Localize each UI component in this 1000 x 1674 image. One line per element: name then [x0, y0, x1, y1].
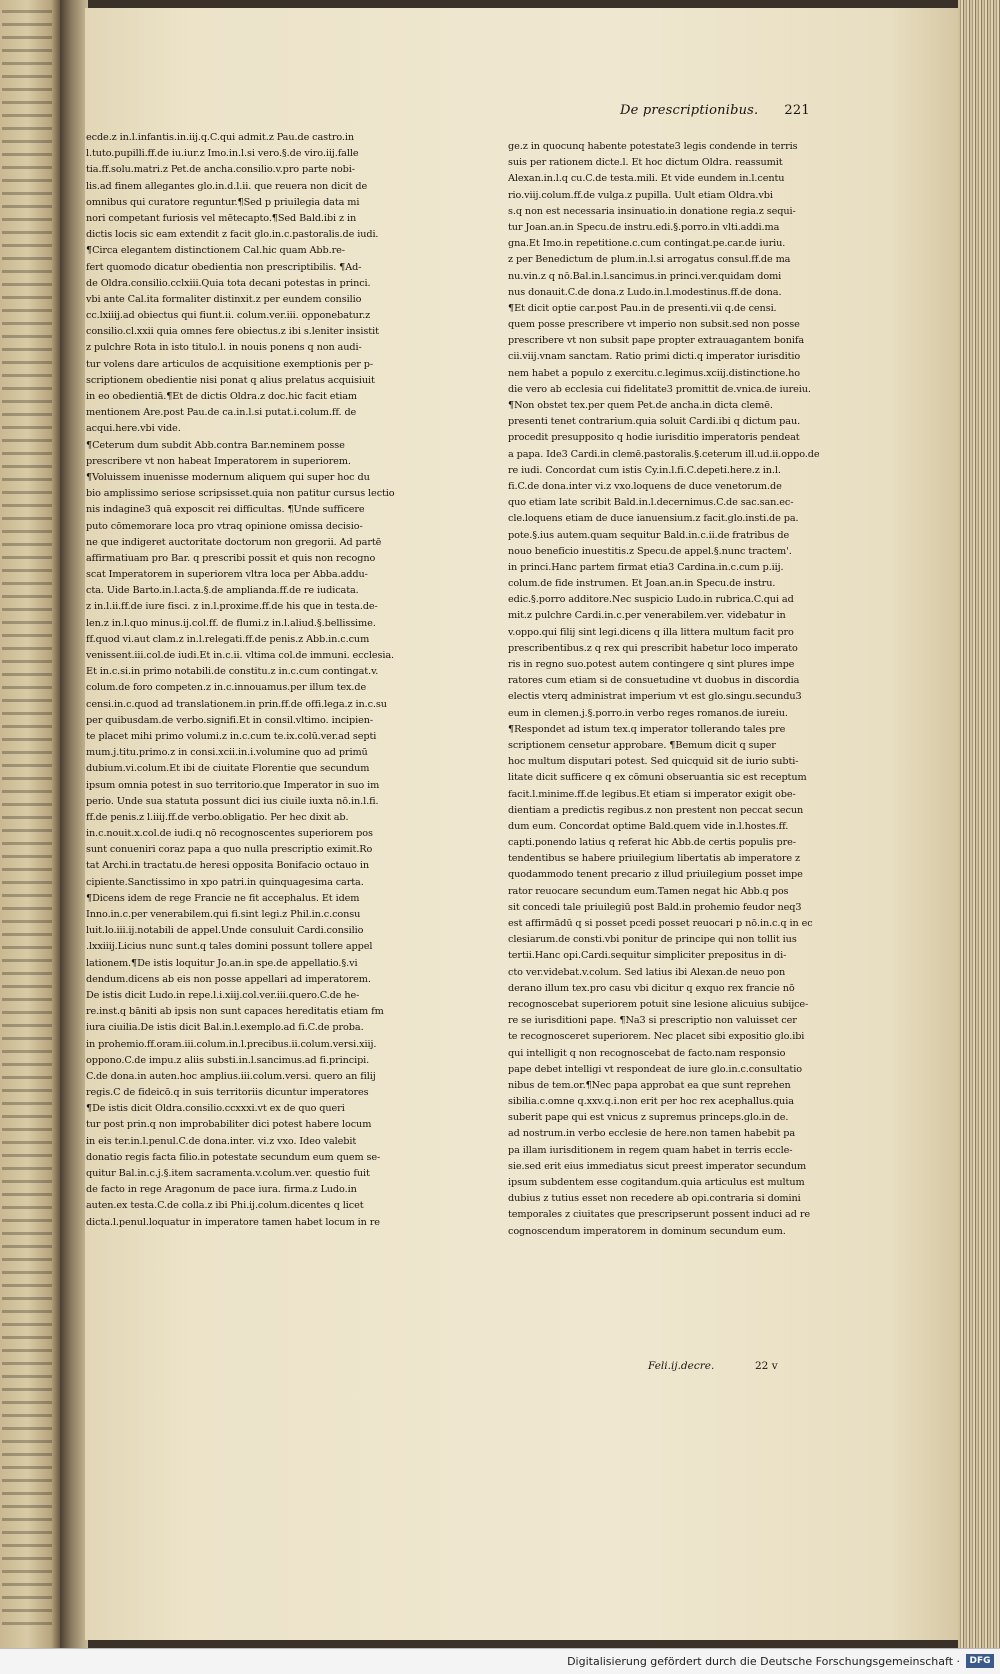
text-line: ad nostrum.in verbo ecclesie de here.non tamen habebit pa: [508, 1128, 796, 1140]
text-line: Inno.in.c.per venerabilem.qui fi.sint legi.z Phil.in.c.consu: [86, 909, 361, 920]
text-line: edic.§.porro additore.Nec suspicio Ludo.in rubrica.C.qui ad: [508, 594, 794, 606]
text-line: clesiarum.de consti.vbi ponitur de principe qui non tollit ius: [508, 934, 797, 946]
text-line: ¶Non obstet tex.per quem Pet.de ancha.in dicta clemē.: [508, 400, 773, 411]
text-line: rator reuocare secundum eum.Tamen negat hic Abb.q pos: [508, 885, 789, 897]
text-line: .lxxiiij.Licius nunc sunt.q tales domini possunt tollere appel: [86, 941, 373, 953]
left-text-column: [86, 130, 416, 1231]
header-title: De prescriptionibus.: [620, 103, 759, 118]
text-line: cto ver.videbat.v.colum. Sed latius ibi Alexan.de neuo pon: [508, 966, 786, 978]
text-line: auten.ex testa.C.de colla.z ibi Phi.ij.colum.dicentes q licet: [86, 1200, 364, 1212]
text-line: De istis dicit Ludo.in repe.l.i.xiij.col.ver.iii.quero.C.de he-: [86, 989, 360, 1001]
text-line: cta. Uide Barto.in.l.acta.§.de amplianda.ff.de re iudicata.: [86, 585, 359, 597]
text-line: ecde.z in.l.infantis.in.iij.q.C.qui admit.z Pau.de castro.in: [86, 132, 355, 143]
text-line: C.de dona.in auten.hoc amplius.iii.colum.versi. quero an filij: [86, 1070, 376, 1082]
text-line: scriptionem censetur approbare. ¶Bemum dicit q super: [508, 739, 776, 751]
text-line: re iudi. Concordat cum istis Cy.in.l.fi.C.depeti.here.z in.l.: [508, 464, 781, 476]
text-line: acqui.here.vbi vide.: [86, 423, 181, 435]
text-line: tur Joan.an.in Specu.de instru.edi.§.porro.in vlti.addi.ma: [508, 221, 780, 233]
text-line: prescribentibus.z q rex qui prescribit habetur loco imperato: [508, 642, 798, 654]
text-line: nouo beneficio inuestitis.z Specu.de appel.§.nunc tractem'.: [508, 545, 792, 557]
text-line: oppono.C.de impu.z aliis substi.in.l.sancimus.ad fi.principi.: [86, 1054, 370, 1066]
text-line: cii.viij.vnam sanctam. Ratio primi dicti.q imperator iurisditio: [508, 351, 801, 363]
dfg-logo[interactable]: DFG: [966, 1654, 994, 1668]
page-edges: [958, 0, 1000, 1648]
text-line: de facto in rege Aragonum de pace iura. firma.z Ludo.in: [86, 1184, 357, 1196]
text-line: quodammodo tenent precario z illud priuilegium posset impe: [508, 869, 803, 881]
text-line: electis vterq administrat imperium vt est glo.singu.secundu3: [508, 691, 802, 703]
text-line: sibilia.c.omne q.xxv.q.i.non erit per hoc rex acephallus.quia: [508, 1096, 794, 1108]
text-line: donatio regis facta filio.in potestate secundum eum quem se-: [86, 1151, 381, 1163]
text-line: cc.lxiiij.ad obiectus qui fiunt.ii. colum.ver.iii. opponebatur.z: [86, 310, 371, 322]
text-line: ris in regno suo.potest autem contingere q sint plures impe: [508, 659, 795, 670]
text-line: s.q non est necessaria insinuatio.in donatione regia.z sequi-: [508, 205, 796, 217]
text-line: pape debet intelligi vt respondeat de iure glo.in.c.consultatio: [508, 1063, 802, 1075]
text-line: scat Imperatorem in superiorem vltra loca per Abba.addu-: [86, 569, 368, 581]
text-line: sunt conueniri coraz papa a quo nulla prescriptio eximit.Ro: [86, 844, 373, 856]
text-line: colum.de fide instrumen. Et Joan.an.in Specu.de instru.: [508, 578, 776, 590]
text-line: vbi ante Cal.ita formaliter distinxit.z per eundem consilio: [86, 293, 362, 305]
text-line: mentionem Are.post Pau.de ca.in.l.si putat.i.colum.ff. de: [86, 407, 357, 419]
previous-page-edge: [0, 0, 60, 1648]
text-line: hoc multum disputari potest. Sed quicquid sit de iurio subti-: [508, 756, 799, 768]
text-line: ¶Respondet ad istum tex.q imperator tollerando tales pre: [508, 723, 786, 735]
text-line: censi.in.c.quod ad translationem.in prin.ff.de offi.lega.z in.c.su: [86, 698, 387, 710]
running-header: [620, 103, 810, 118]
text-line: ne que indigeret auctoritate doctorum non gregorii. Ad partē: [86, 536, 382, 548]
text-line: die vero ab ecclesia cui fidelitate3 promittit de.vnica.de iureiu.: [508, 383, 811, 395]
text-line: a papa. Ide3 Cardi.in clemē.pastoralis.§.ceterum ill.ud.ii.oppo.de: [508, 448, 820, 460]
text-line: colum.de foro competen.z in.c.innouamus.per illum tex.de: [86, 682, 367, 694]
text-line: mum.j.titu.primo.z in consi.xcii.in.i.volumine quo ad primū: [86, 747, 368, 759]
catchword: Feli.ij.decre.: [648, 1360, 715, 1372]
text-line: pa illam iurisditionem in regem quam habet in terris eccle-: [508, 1144, 793, 1156]
text-line: dubius z tutius esset non recedere ab opi.contraria si domini: [508, 1193, 801, 1205]
text-line: dendum.dicens ab eis non posse appellari ad imperatorem.: [86, 973, 371, 985]
text-line: len.z in.l.quo minus.ij.col.ff. de flumi.z in.l.aliud.§.bellissime.: [86, 617, 376, 629]
text-line: ratores cum etiam si de consuetudine vt duobus in discordia: [508, 675, 800, 687]
text-line: ff.quod vi.aut clam.z in.l.relegati.ff.de penis.z Abb.in.c.cum: [86, 633, 370, 645]
text-line: te placet mihi primo volumi.z in.c.cum te.ix.colū.ver.ad septi: [86, 730, 377, 742]
text-line: facit.l.minime.ff.de legibus.Et etiam si imperator exigit obe-: [508, 788, 796, 800]
text-line: eum in clemen.j.§.porro.in verbo reges romanos.de iureiu.: [508, 707, 788, 719]
text-line: sie.sed erit eius immediatus sicut preest imperator secundum: [508, 1160, 807, 1172]
text-line: temporales z ciuitates que prescripserunt possent induci ad re: [508, 1209, 810, 1221]
text-line: z pulchre Rota in isto titulo.l. in nouis ponens q non audi-: [86, 342, 362, 354]
text-line: perio. Unde sua statuta possunt dici ius ciuile iuxta nō.in.l.fi.: [86, 795, 379, 807]
text-line: affirmatiuam pro Bar. q prescribi possit et quis non recogno: [86, 552, 376, 564]
text-line: Alexan.in.l.q cu.C.de testa.mili. Et vide eundem in.l.centu: [508, 173, 785, 185]
text-line: presenti tenet contrarium.quia soluit Cardi.ibi q dictum pau.: [508, 416, 801, 428]
text-line: suberit pape qui est vnicus z supremus princeps.glo.in de.: [508, 1112, 789, 1124]
text-line: tia.ff.solu.matri.z Pet.de ancha.consilio.v.pro parte nobi-: [86, 164, 355, 176]
text-line: cipiente.Sanctissimo in xpo patri.in quinquagesima carta.: [86, 876, 364, 888]
text-line: in eis ter.in.l.penul.C.de dona.inter. vi.z vxo. Ideo valebit: [86, 1135, 357, 1147]
signature-mark: 22 v: [755, 1360, 778, 1372]
text-line: in eo obedientiā.¶Et de dictis Oldra.z doc.hic facit etiam: [86, 391, 357, 402]
text-line: v.oppo.qui filij sint legi.dicens q illa littera multum facit pro: [508, 626, 794, 638]
text-line: puto cōmemorare loca pro vtraq opinione omissa decisio-: [86, 520, 363, 532]
text-line: fert quomodo dicatur obedientia non prescriptibilis. ¶Ad-: [86, 261, 362, 273]
text-line: nori competant furiosis vel mētecapto.¶Sed Bald.ibi z in: [86, 212, 357, 224]
text-line: dubium.vi.colum.Et ibi de ciuitate Florentie que secundum: [86, 763, 370, 775]
text-line: re.inst.q bāniti ab ipsis non sunt capaces hereditatis etiam fm: [86, 1006, 384, 1018]
text-line: z in.l.ii.ff.de iure fisci. z in.l.proxime.ff.de his que in testa.de-: [86, 601, 378, 613]
text-line: ¶Circa elegantem distinctionem Cal.hic quam Abb.re-: [86, 245, 345, 257]
text-line: mit.z pulchre Cardi.in.c.per venerabilem.ver. videbatur in: [508, 610, 786, 622]
text-line: ¶Ceterum dum subdit Abb.contra Bar.neminem posse: [86, 439, 345, 451]
text-line: fi.C.de dona.inter vi.z vxo.loquens de duce venetorum.de: [508, 480, 782, 492]
text-line: nem habet a populo z exercitu.c.legimus.xciij.distinctione.ho: [508, 367, 801, 379]
footer-bar: [0, 1648, 1000, 1674]
text-line: te recognosceret superiorem. Nec placet sibi expositio glo.ibi: [508, 1031, 805, 1043]
text-line: l.tuto.pupilli.ff.de iu.iur.z Imo.in.l.si vero.§.de viro.iij.falle: [86, 148, 359, 160]
text-line: lationem.¶De istis loquitur Jo.an.in spe.de appellatio.§.vi: [86, 957, 358, 969]
text-line: ipsum subdentem esse cogitandum.quia articulus est multum: [508, 1177, 805, 1188]
text-line: tur volens dare articulos de acquisitione exemptionis per p-: [86, 358, 374, 370]
page-number: 221: [784, 103, 810, 118]
text-line: suis per rationem dicte.l. Et hoc dictum Oldra. reassumit: [508, 157, 783, 169]
text-line: tur post prin.q non improbabiliter dici potest habere locum: [86, 1119, 372, 1131]
text-line: ¶Voluissem inuenisse modernum aliquem qui super hoc du: [86, 471, 370, 483]
text-line: dientiam a predictis regibus.z non prestent non peccat secun: [508, 804, 804, 816]
text-line: gna.Et Imo.in repetitione.c.cum contingat.pe.car.de iuriu.: [508, 238, 786, 250]
book-gutter: [60, 0, 88, 1648]
text-line: dum eum. Concordat optime Bald.quem vide in.l.hostes.ff.: [508, 820, 789, 832]
text-line: luit.lo.iii.ij.notabili de appel.Unde consuluit Cardi.consilio: [86, 925, 364, 937]
text-line: prescribere vt non habeat Imperatorem in superiorem.: [86, 455, 351, 467]
text-line: nibus de tem.or.¶Nec papa approbat ea que sunt reprehen: [508, 1079, 791, 1091]
text-line: pote.§.ius autem.quam sequitur Bald.in.c.ii.de fratribus de: [508, 529, 790, 541]
text-line: procedit presupposito q hodie iurisditio imperatoris pendeat: [508, 432, 800, 444]
text-line: tertii.Hanc opi.Cardi.sequitur simpliciter prepositus in di-: [508, 950, 787, 962]
text-line: dicta.l.penul.loquatur in imperatore tamen habet locum in re: [86, 1216, 380, 1228]
funding-notice: Digitalisierung gefördert durch die Deutsche Forschungsgemeinschaft ·: [567, 1655, 960, 1668]
text-line: tendentibus se habere priuilegium libertatis ab imperatore z: [508, 853, 801, 865]
text-line: ¶Dicens idem de rege Francie ne fit accephalus. Et idem: [86, 892, 360, 904]
text-line: ¶Et dicit optie car.post Pau.in de presenti.vii q.de censi.: [508, 302, 777, 314]
text-line: capti.ponendo latius q referat hic Abb.de certis populis pre-: [508, 837, 796, 849]
text-line: lis.ad finem allegantes glo.in.d.l.ii. que reuera non dicit de: [86, 180, 368, 192]
text-line: iura ciuilia.De istis dicit Bal.in.l.exemplo.ad fi.C.de proba.: [86, 1022, 364, 1034]
text-line: cle.loquens etiam de duce ianuensium.z facit.glo.insti.de pa.: [508, 513, 799, 525]
text-line: z per Benedictum de plum.in.l.si arrogatus consul.ff.de ma: [508, 254, 791, 266]
text-line: de Oldra.consilio.cclxiii.Quia tota decani potestas in princi.: [86, 277, 371, 289]
text-line: consilio.cl.xxii quia omnes fere obiectus.z ibi s.leniter insistit: [86, 326, 379, 338]
text-line: ff.de penis.z l.iiij.ff.de verbo.obligatio. Per hec dixit ab.: [86, 811, 349, 823]
text-line: Et in.c.si.in primo notabili.de constitu.z in.c.cum contingat.v.: [86, 666, 379, 678]
text-line: dictis locis sic eam extendit z facit glo.in.c.pastoralis.de iudi.: [86, 229, 379, 241]
text-line: ge.z in quocunq habente potestate3 legis condende in terris: [508, 141, 798, 152]
text-line: in.c.nouit.x.col.de iudi.q nō recognoscentes superiorem pos: [86, 828, 373, 840]
text-line: in prohemio.ff.oram.iii.colum.in.l.precibus.ii.colum.versi.xiij.: [86, 1038, 377, 1050]
text-line: omnibus qui curatore reguntur.¶Sed p priuilegia data mi: [86, 196, 360, 208]
text-line: sit concedi tale priuilegiū post Bald.in prohemio feudor neq3: [508, 901, 802, 913]
text-line: nis indagine3 quā exposcit rei difficultas. ¶Unde sufficere: [86, 504, 365, 516]
text-line: in princi.Hanc partem firmat etia3 Cardina.in.c.cum p.iij.: [508, 561, 784, 573]
text-line: bio amplissimo seriose scripsisset.quia non patitur cursus lectio: [86, 488, 395, 500]
text-line: venissent.iii.col.de iudi.Et in.c.ii. vltima col.de immuni. ecclesia.: [86, 650, 394, 661]
text-line: ipsum omnia potest in suo territorio.que Imperator in suo im: [86, 779, 380, 791]
text-line: prescribere vt non subsit pape propter extrauagantem bonifa: [508, 335, 805, 347]
text-line: per quibusdam.de verbo.signifi.Et in consil.vltimo. incipien-: [86, 714, 374, 726]
text-line: nu.vin.z q nō.Bal.in.l.sancimus.in princi.ver.quidam domi: [508, 270, 782, 282]
text-line: re se iurisditioni pape. ¶Na3 si prescriptio non valuisset cer: [508, 1015, 797, 1027]
text-line: cognoscendum imperatorem in dominum secundum eum.: [508, 1225, 786, 1237]
text-line: rio.viij.colum.ff.de vulga.z pupilla. Uult etiam Oldra.vbi: [508, 189, 773, 201]
text-line: quem posse prescribere vt imperio non subsit.sed non posse: [508, 319, 800, 331]
text-line: quo etiam late scribit Bald.in.l.decernimus.C.de sac.san.ec-: [508, 497, 794, 509]
text-line: ¶De istis dicit Oldra.consilio.ccxxxi.vt ex de quo queri: [86, 1103, 345, 1115]
text-line: recognoscebat superiorem potuit sine lesione alicuius subijce-: [508, 998, 809, 1010]
text-line: litate dicit sufficere q ex cōmuni obseruantia sic est receptum: [508, 772, 807, 784]
text-line: regis.C de fideicō.q in suis territoriis dicuntur imperatores: [86, 1087, 369, 1099]
text-line: derano illum tex.pro casu vbi dicitur q exquo rex francie nō: [508, 982, 795, 994]
text-line: quitur Bal.in.c.j.§.item sacramenta.v.colum.ver. questio fuit: [86, 1168, 370, 1179]
text-line: scriptionem obedientie nisi ponat q alius prelatus acquisiuit: [86, 374, 375, 386]
right-text-column: [508, 139, 843, 1240]
text-line: nus donauit.C.de dona.z Ludo.in.l.modestinus.ff.de dona.: [508, 286, 782, 298]
text-line: qui intelligit q non recognoscebat de facto.nam responsio: [508, 1047, 786, 1059]
text-line: tat Archi.in tractatu.de heresi opposita Bonifacio octauo in: [86, 860, 370, 872]
text-line: est affirmādū q si posset pcedi posset reuocari p nō.in.c.q in ec: [508, 918, 813, 929]
